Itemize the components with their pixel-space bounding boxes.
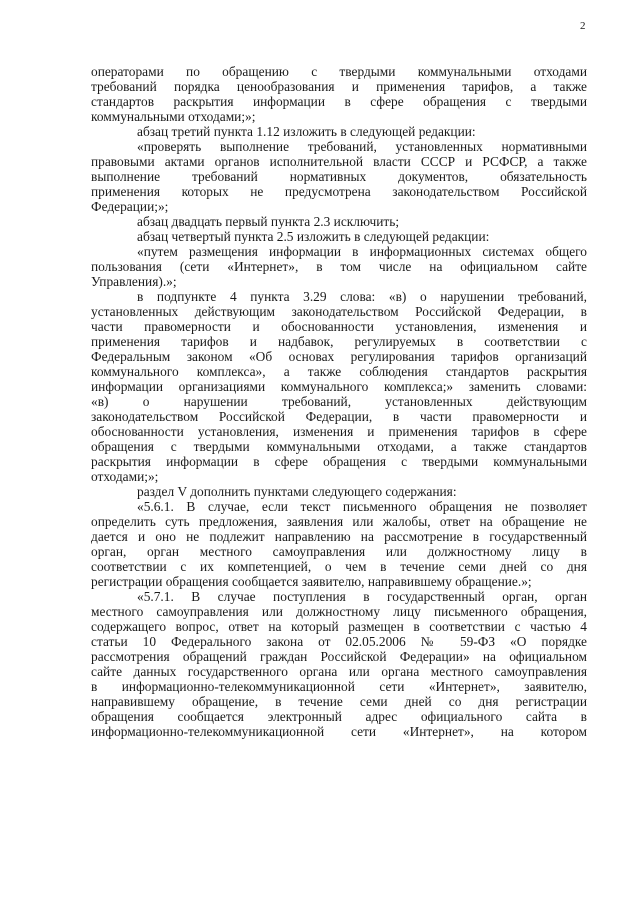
text-line: определить суть предложения, заявления или жалобы, ответ на обращение не [91,514,587,529]
text-line: «проверять выполнение требований, установленных нормативными [137,139,587,154]
text-line: направившему обращение, в течение семи дней со дня регистрации [91,694,587,709]
text-line: местного самоуправления или должностному лицу письменного обращения, [91,604,587,619]
text-line: содержащего вопрос, ответ на который размещен в соответствии с частью 4 [91,619,587,634]
text-line: установленных действующим законодательством Российской Федерации, в [91,304,587,319]
page-number: 2 [580,20,586,32]
text-line: в информационно-телекоммуникационной сети «Интернет», заявителю, [91,679,587,694]
text-line: требований порядка ценообразования и применения тарифов, а также [91,79,587,94]
text-line: «5.6.1. В случае, если текст письменного обращения не позволяет [137,499,587,514]
text-line: статьи 10 Федерального закона от 02.05.2006 № 59-ФЗ «О порядке [91,634,587,649]
text-line: раздел V дополнить пунктами следующего содержания: [137,484,457,499]
text-line: сайте данных государственного органа или органа местного самоуправления [91,664,587,679]
text-line: информационно-телекоммуникационной сети «Интернет», на котором [91,724,587,739]
text-line: законодательством Российской Федерации, в части правомерности и [91,409,587,424]
text-line: орган, орган местного самоуправления или должностному лицу в [91,544,587,559]
text-line: «5.7.1. В случае поступления в государственный орган, орган [137,589,587,604]
text-line: правовыми актами органов исполнительной власти СССР и РСФСР, а также [91,154,587,169]
body-text [91,64,587,739]
text-line: коммунального комплекса», а также соблюдения стандартов раскрытия [91,364,587,379]
text-line: информации организациями коммунального комплекса;» заменить словами: [91,379,587,394]
text-line: выполнение требований нормативных документов, обязательность [91,169,587,184]
text-line: рассмотрения обращений граждан Российской Федерации» на официальном [91,649,587,664]
text-line: Федеральным законом «Об основах регулирования тарифов организаций [91,349,587,364]
text-line: «в) о нарушении требований, установленных действующим [91,394,587,409]
text-line: регистрации обращения сообщается заявителю, направившему обращение.»; [91,574,532,589]
text-line: абзац двадцать первый пункта 2.3 исключить; [137,214,400,229]
text-line: применения тарифов и надбавок, регулируемых в соответствии с [91,334,587,349]
text-line: применения которых не предусмотрена законодательством Российской [91,184,587,199]
text-line: пользования (сети «Интернет», в том числе на официальном сайте [91,259,587,274]
text-line: обращения с твердыми коммунальными отходами, а также стандартов [91,439,587,454]
text-line: обращения сообщается электронный адрес официального сайта в [91,709,587,724]
text-line: части правомерности и обоснованности установления, изменения и [91,319,587,334]
text-line: абзац третий пункта 1.12 изложить в следующей редакции: [137,124,476,139]
text-line: абзац четвертый пункта 2.5 изложить в следующей редакции: [137,229,490,244]
text-line: коммунальными отходами;»; [91,109,256,124]
text-line: Федерации;»; [91,199,169,214]
text-line: обоснованности установления, изменения и применения тарифов в сфере [91,424,587,439]
text-line: в подпункте 4 пункта 3.29 слова: «в) о нарушении требований, [137,289,587,304]
text-line: раскрытия информации в сфере обращения с твердыми коммунальными [91,454,587,469]
text-line: отходами;»; [91,469,159,484]
text-line: соответствии с их компетенцией, о чем в течение семи дней со дня [91,559,587,574]
text-line: стандартов раскрытия информации в сфере обращения с твердыми [91,94,587,109]
text-line: Управления).»; [91,274,177,289]
text-line: «путем размещения информации в информационных системах общего [137,244,587,259]
text-line: операторами по обращению с твердыми коммунальными отходами [91,64,587,79]
text-line: дается и оно не подлежит направлению на рассмотрение в государственный [91,529,587,544]
